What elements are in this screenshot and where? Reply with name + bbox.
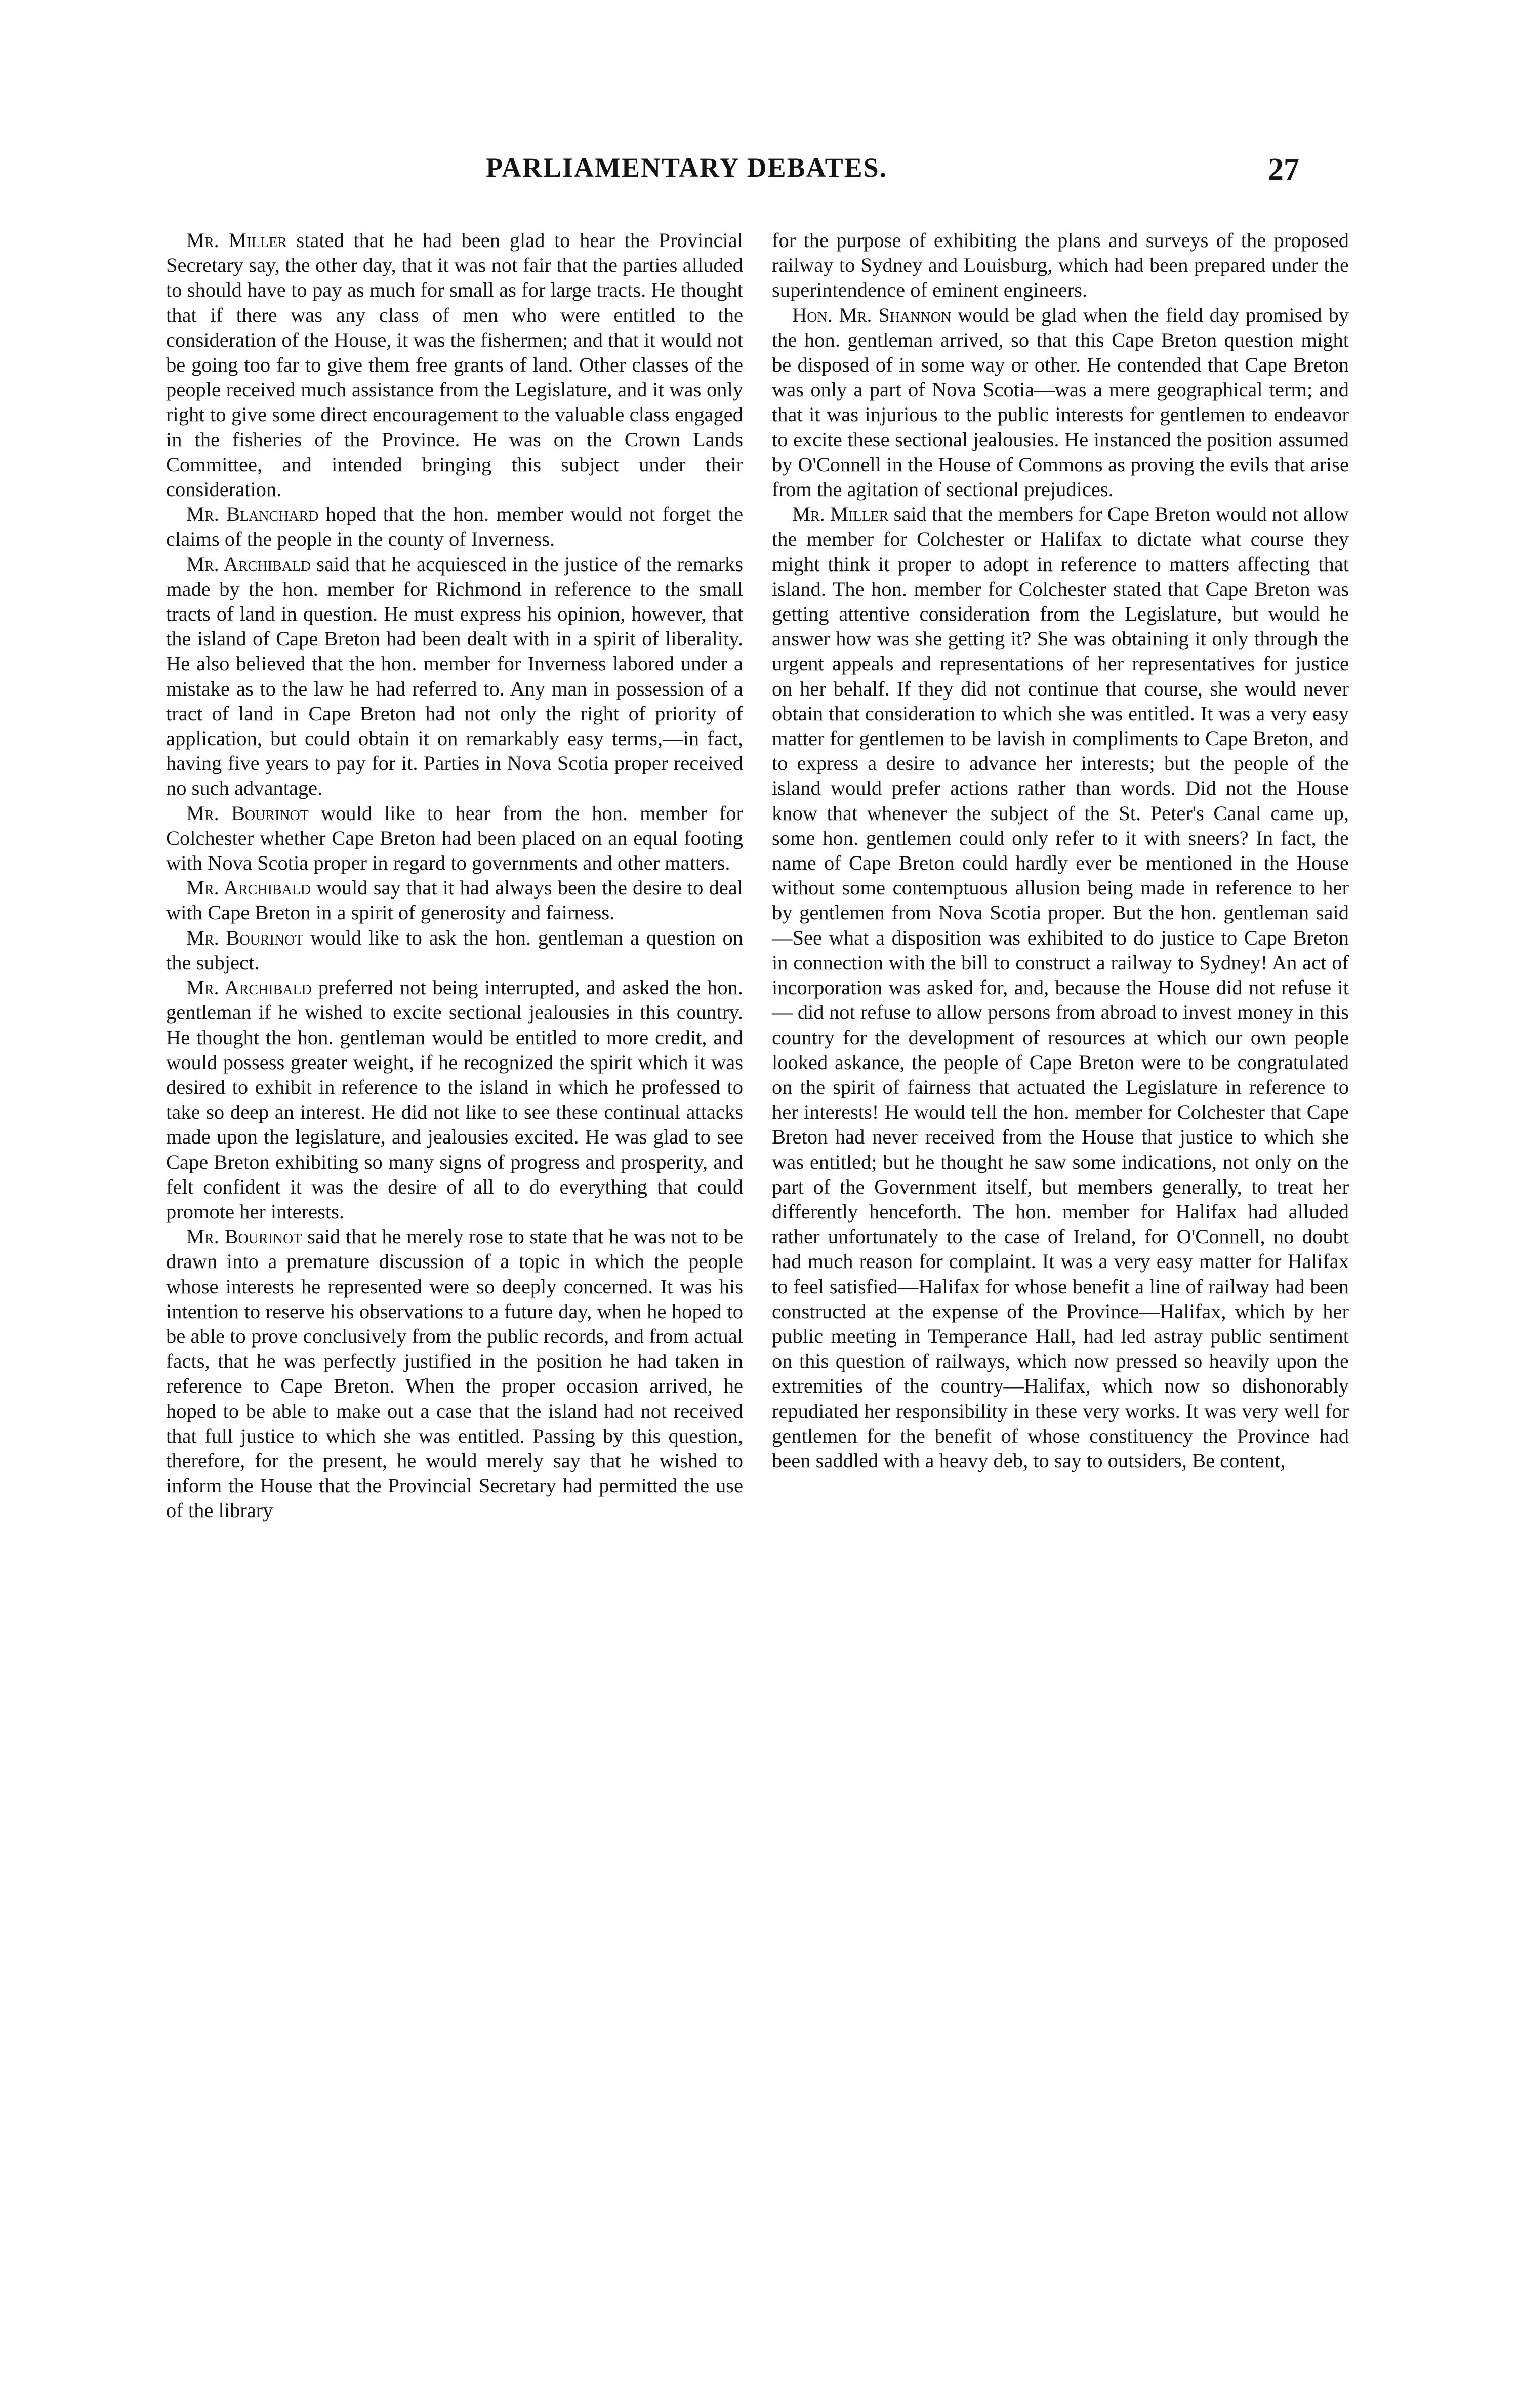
speaker-name: Mr. Miller <box>792 503 889 526</box>
page-number: 27 <box>1268 152 1299 187</box>
speech-text: preferred not being interrupted, and asked the hon. gentleman if he wished to excite sectional jealousies in this country. He thought the hon. gentleman would be entitled to more credit, and would possess greater weight, if he recognized the spirit which it was desired to exhibit in reference to the island in which he professed to take so deep an interest. He did not like to see these continual attacks made upon the legislature, and jealousies excited. He was glad to see Cape Breton exhibiting so many signs of progress and prosperity, and felt confident it was the desire of all to do everything that could promote her interests. <box>166 976 743 1223</box>
speech-paragraph <box>772 303 1349 502</box>
right-column <box>772 228 1349 1473</box>
page-title: PARLIAMENTARY DEBATES. <box>486 152 888 183</box>
speech-paragraph <box>166 975 743 1224</box>
speaker-name: Mr. Miller <box>186 229 287 252</box>
speech-text: said that the members for Cape Breton would not allow the member for Colchester or Halifax to dictate what course they might think it proper to adopt in reference to matters affecting that island. The hon. member for Colchester stated that Cape Breton was getting attentive consideration from the Legislature, but would he answer how was she getting it? She was obtaining it only through the urgent appeals and representations of her representatives for justice on her behalf. If they did not continue that course, she would never obtain that consideration to which she was entitled. It was a very easy matter for gentlemen to be lavish in compliments to Cape Breton, and to express a desire to advance her interests; but the people of the island would prefer actions rather than words. Did not the House know that whenever the subject of the St. Peter's Canal came up, some hon. gentlemen could only refer to it with sneers? In fact, the name of Cape Breton could hardly ever be mentioned in the House without some contemptuous allusion being made in reference to her by gentlemen from Nova Scotia proper. But the hon. gentleman said—See what a disposition was exhibited to do justice to Cape Breton in connection with the bill to construct a railway to Sydney! An act of incorporation was asked for, and, because the House did not refuse it — did not refuse to allow persons from abroad to invest money in this country for the development of resources at which our own people looked askance, the people of Cape Breton were to be congratulated on the spirit of fairness that actuated the Legislature in reference to her interests! He would tell the hon. member for Colchester that Cape Breton had never received from the House that justice to which she was entitled; but he thought he saw some indications, not only on the part of the Government itself, but members generally, to treat her differently henceforth. The hon. member for Halifax had alluded rather unfortunately to the case of Ireland, for O'Connell, no doubt had much reason for complaint. It was a very easy matter for Halifax to feel satisfied—Halifax for whose benefit a line of railway had been constructed at the expense of the Province—Halifax, which by her public meeting in Temperance Hall, had led astray public sentiment on this question of railways, which now pressed so heavily upon the extremities of the country—Halifax, which now so dishonorably repudiated her responsibility in these very works. It was very well for gentlemen for the benefit of whose constituency the Province had been saddled with a heavy deb, to say to outsiders, Be content, <box>772 503 1349 1472</box>
speaker-name: Mr. Bourinot <box>186 926 304 949</box>
speech-paragraph <box>166 875 743 925</box>
speech-paragraph-continued <box>772 228 1349 303</box>
speech-text: said that he acquiesced in the justice of the remarks made by the hon. member for Richmond in reference to the small tracts of land in question. He must express his opinion, however, that the island of Cape Breton had been dealt with in a spirit of liberality. He also believed that the hon. member for Inverness labored under a mistake as to the law he had referred to. Any man in possession of a tract of land in Cape Breton had not only the right of priority of application, but could obtain it on remarkably easy terms,—in fact, having five years to pay for it. Parties in Nova Scotia proper received no such advantage. <box>166 552 743 800</box>
speech-paragraph <box>166 552 743 801</box>
left-column <box>166 228 743 1523</box>
speech-paragraph <box>166 502 743 551</box>
speech-text: for the purpose of exhibiting the plans and surveys of the proposed railway to Sydney and Louisburg, which had been prepared under the superintendence of eminent engineers. <box>772 229 1349 302</box>
speaker-name: Mr. Bourinot <box>186 801 309 825</box>
speaker-name: Mr. Archibald <box>186 976 312 999</box>
speech-text: would say that it had always been the desire to deal with Cape Breton in a spirit of generosity and fairness. <box>166 876 743 924</box>
speech-paragraph <box>772 502 1349 1473</box>
speech-paragraph <box>166 228 743 502</box>
speech-paragraph <box>166 925 743 975</box>
running-head <box>0 152 1521 192</box>
speech-text: stated that he had been glad to hear the Provincial Secretary say, the other day, that it was not fair that the parties alluded to should have to pay as much for small as for large tracts. He thought that if there was any class of men who were entitled to the consideration of the House, it was the fishermen; and that it would not be going too far to give them free grants of land. Other classes of the people received much assistance from the Legislature, and it was only right to give some direct encouragement to the valuable class engaged in the fisheries of the Province. He was on the Crown Lands Committee, and intended bringing this subject under their consideration. <box>166 229 744 501</box>
speech-text: said that he merely rose to state that he was not to be drawn into a premature discussion of a topic in which the people whose interests he represented were so deeply concerned. It was his intention to reserve his observations to a future day, when he hoped to be able to prove conclusively from the public records, and from actual facts, that he was perfectly justified in the position he had taken in reference to Cape Breton. When the proper occasion arrived, he hoped to be able to make out a case that the island had not received that full justice to which she was entitled. Passing by this question, therefore, for the present, he would merely say that he wished to inform the House that the Provincial Secretary had permitted the use of the library <box>166 1225 743 1522</box>
speech-text: would be glad when the field day promised by the hon. gentleman arrived, so that this Cape Breton question might be disposed of in some way or other. He contended that Cape Breton was only a part of Nova Scotia—was a mere geographical term; and that it was injurious to the public interests for gentlemen to endeavor to excite these sectional jealousies. He instanced the position assumed by O'Connell in the House of Commons as proving the evils that arise from the agitation of sectional prejudices. <box>772 303 1349 501</box>
speech-text: would like to hear from the hon. member for Colchester whether Cape Breton had been placed on an equal footing with Nova Scotia proper in regard to governments and other matters. <box>166 801 744 875</box>
speaker-name: Mr. Archibald <box>186 876 311 900</box>
speech-text: hoped that the hon. member would not forget the claims of the people in the county of Inverness. <box>166 503 743 551</box>
speech-text: would like to ask the hon. gentleman a question on the subject. <box>166 926 744 974</box>
speaker-name: Mr. Bourinot <box>186 1225 302 1248</box>
speech-paragraph <box>166 1224 743 1523</box>
speech-paragraph <box>166 801 743 876</box>
speaker-name: Mr. Blanchard <box>186 503 319 526</box>
speaker-name: Hon. Mr. Shannon <box>792 303 952 326</box>
speaker-name: Mr. Archibald <box>186 552 311 576</box>
